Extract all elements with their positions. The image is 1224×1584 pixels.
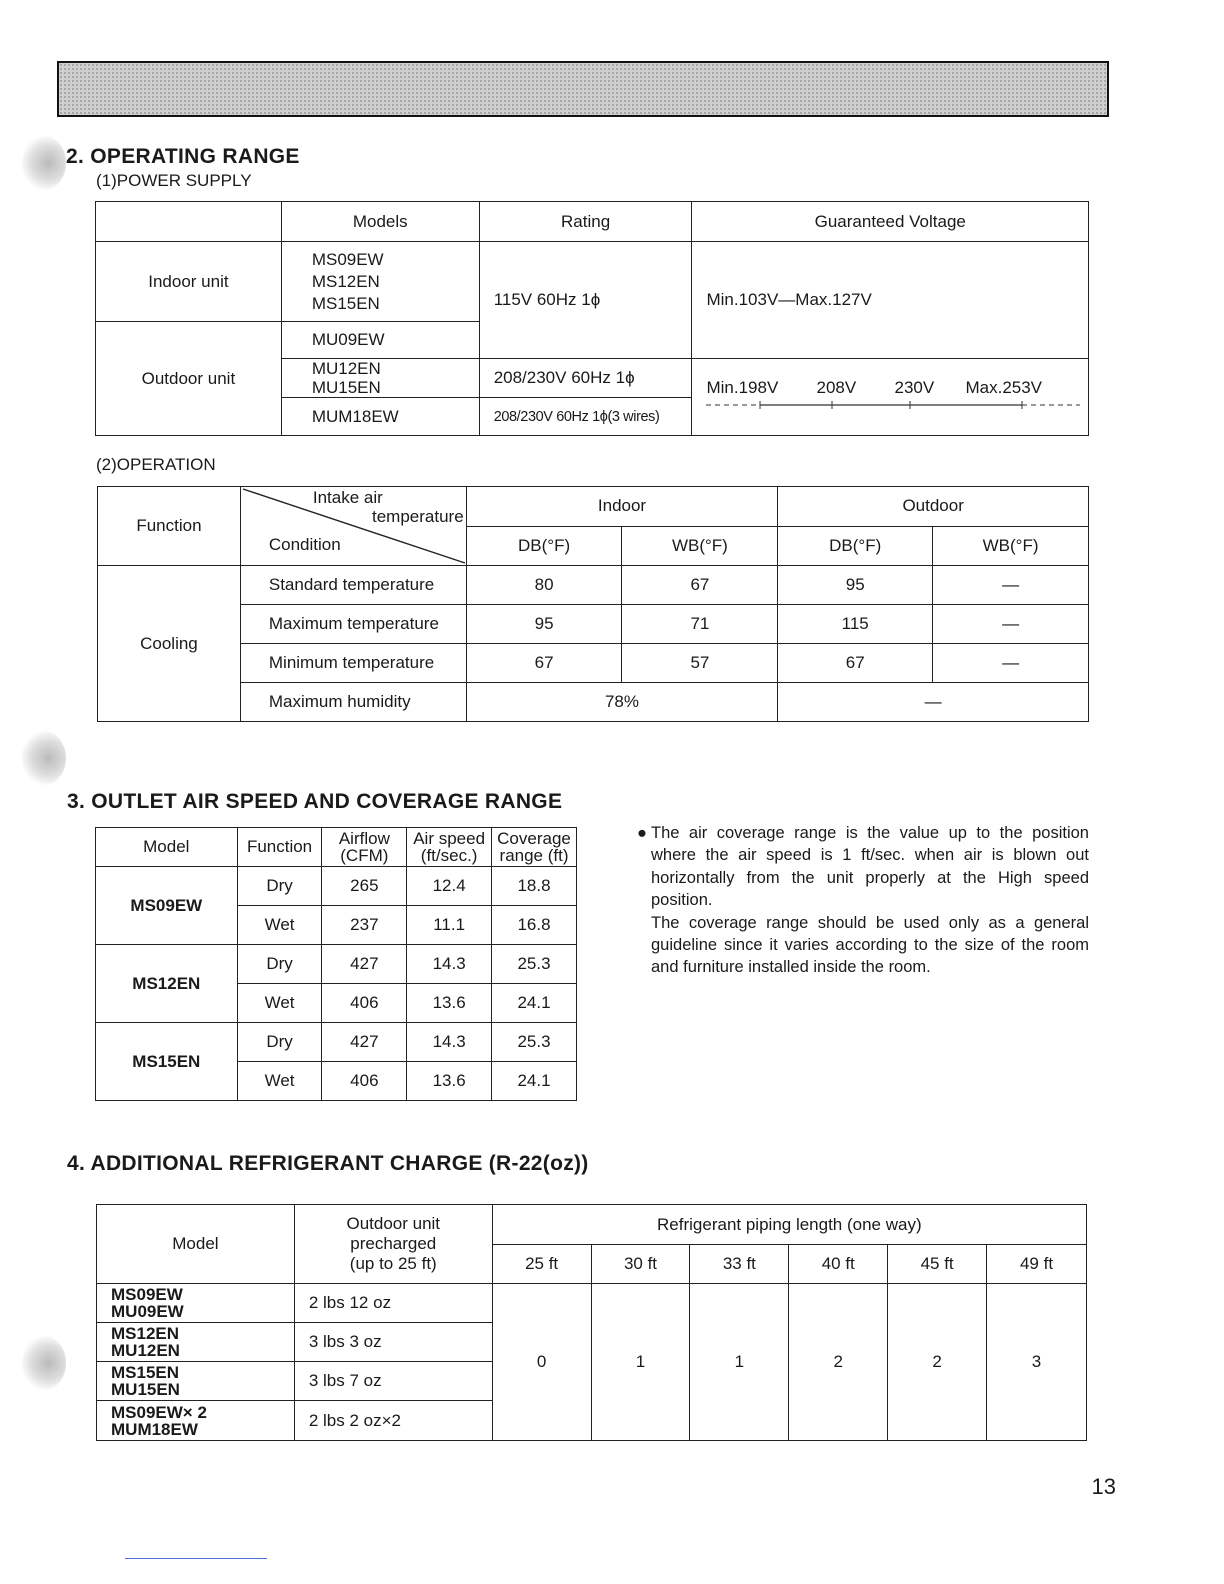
outdoor-voltage-scale: [692, 359, 1089, 436]
value-cell: 57: [622, 644, 778, 683]
value-cell: 12.4: [407, 867, 492, 906]
value-cell: —: [933, 605, 1089, 644]
value-cell: 406: [322, 984, 407, 1023]
note-paragraph: The coverage range should be used only as a general guideline since it varies according to the size of the room and furniture installed inside the room.: [651, 913, 1089, 977]
coverage-note: [637, 822, 1089, 979]
outdoor-rating: 208/230V 60Hz 1ϕ: [479, 359, 692, 398]
value-cell: 14.3: [407, 1023, 492, 1062]
coverage-table: [95, 827, 577, 1101]
table-row: [98, 683, 1089, 722]
table-row: [98, 605, 1089, 644]
indoor-wb-header: WB(°F): [622, 526, 778, 566]
model: MU12EN: [311, 359, 381, 378]
voltage-208: 208V: [816, 378, 857, 397]
value-cell: —: [933, 644, 1089, 683]
header-model: Model: [96, 828, 238, 867]
length-header: 33 ft: [690, 1245, 789, 1284]
value-cell: 13.6: [407, 1062, 492, 1101]
value-cell: 95: [778, 566, 933, 605]
model-pair: [97, 1284, 295, 1323]
header-line: Airflow: [338, 829, 390, 848]
value-cell: 13.6: [407, 984, 492, 1023]
charge-cell: 2: [888, 1284, 987, 1441]
function-cell: Wet: [237, 1062, 322, 1101]
section-heading-outlet-air-speed: [67, 790, 562, 814]
header-air-speed: [407, 828, 492, 867]
refrigerant-table: [96, 1204, 1087, 1441]
model-pair: [97, 1401, 295, 1441]
outdoor-models: [281, 359, 479, 398]
section-number: 3.: [67, 790, 86, 813]
voltage-scale-line: [692, 399, 1086, 411]
bullet-icon: ●: [637, 824, 647, 842]
section-heading-refrigerant: [67, 1152, 589, 1176]
condition-name: Standard temperature: [240, 566, 466, 605]
value-cell: 67: [622, 566, 778, 605]
page-number: 13: [1091, 1474, 1116, 1499]
table-row: [96, 867, 577, 906]
header-voltage: Guaranteed Voltage: [692, 202, 1089, 242]
model: MS09EW× 2: [111, 1402, 207, 1422]
indoor-rating: 115V 60Hz 1ϕ: [479, 242, 692, 359]
section-title: OPERATING RANGE: [90, 145, 300, 168]
value-cell: 18.8: [492, 867, 577, 906]
table-row: [97, 1284, 1087, 1323]
indoor-header: Indoor: [466, 487, 778, 527]
voltage-min: Min.198V: [706, 378, 779, 397]
precharge-cell: 2 lbs 2 oz×2: [294, 1401, 492, 1441]
charge-cell: 1: [591, 1284, 690, 1441]
header-models: Models: [281, 202, 479, 242]
condition-name: Maximum humidity: [240, 683, 466, 722]
header-model: Model: [97, 1205, 295, 1284]
function-cell: Wet: [237, 984, 322, 1023]
charge-cell: 0: [492, 1284, 591, 1441]
header-line: Outdoor unit: [346, 1214, 441, 1233]
header-line: (up to 25 ft): [349, 1254, 437, 1273]
length-header: 25 ft: [492, 1245, 591, 1284]
charge-cell: 3: [987, 1284, 1087, 1441]
model: MS09EW: [111, 1285, 183, 1304]
length-header: 40 ft: [789, 1245, 888, 1284]
value-cell: 25.3: [492, 1023, 577, 1062]
value-cell: —: [778, 683, 1089, 722]
model: MS15EN: [111, 1363, 180, 1382]
outdoor-wb-header: WB(°F): [933, 526, 1089, 566]
value-cell: 24.1: [492, 1062, 577, 1101]
blank-cell: [96, 202, 282, 242]
condition-name: Maximum temperature: [240, 605, 466, 644]
model-name: MS09EW: [96, 867, 238, 945]
value-cell: 237: [322, 906, 407, 945]
power-supply-table: [95, 201, 1089, 436]
function-cell: Dry: [237, 867, 322, 906]
value-cell: 427: [322, 945, 407, 984]
charge-cell: 2: [789, 1284, 888, 1441]
indoor-db-header: DB(°F): [466, 526, 622, 566]
section-title: ADDITIONAL REFRIGERANT CHARGE (R-22(oz)): [90, 1152, 589, 1175]
table-row: [96, 945, 577, 984]
header-line: (ft/sec.): [420, 846, 478, 865]
header-banner: [57, 61, 1109, 117]
header-line: precharged: [350, 1234, 437, 1253]
indoor-models: [281, 242, 479, 322]
footer-rule: [125, 1558, 267, 1559]
header-rating: Rating: [479, 202, 692, 242]
model: MU15EN: [311, 378, 381, 397]
binder-hole: [22, 731, 66, 785]
precharge-cell: 3 lbs 3 oz: [294, 1323, 492, 1362]
value-cell: 25.3: [492, 945, 577, 984]
note-paragraph: The air coverage range is the value up to the position where the air speed is 1 ft/sec. when air is blown out horizontally from the unit properly at the High speed position.: [651, 824, 1089, 910]
header-line: range (ft): [499, 846, 569, 865]
section-number: 2.: [66, 145, 85, 168]
function-cell: Wet: [237, 906, 322, 945]
header-function: Function: [237, 828, 322, 867]
function-cell: Dry: [237, 1023, 322, 1062]
value-cell: 14.3: [407, 945, 492, 984]
indoor-unit-label: Indoor unit: [96, 242, 282, 322]
value-cell: —: [933, 566, 1089, 605]
power-supply-label: (1)POWER SUPPLY: [96, 171, 252, 190]
value-cell: 115: [778, 605, 933, 644]
value-cell: 95: [466, 605, 622, 644]
model: MU15EN: [111, 1380, 180, 1399]
header-coverage: [492, 828, 577, 867]
value-cell: 265: [322, 867, 407, 906]
table-row: [96, 1023, 577, 1062]
condition-name: Minimum temperature: [240, 644, 466, 683]
value-cell: 71: [622, 605, 778, 644]
intake-label: Intake air: [312, 488, 383, 507]
header-piping-length: Refrigerant piping length (one way): [492, 1205, 1086, 1245]
outdoor-header: Outdoor: [778, 487, 1089, 527]
value-cell: 11.1: [407, 906, 492, 945]
model-pair: [97, 1362, 295, 1401]
model: MS09EW: [311, 249, 384, 269]
binder-hole: [22, 136, 66, 190]
binder-hole: [22, 1336, 66, 1390]
value-cell: 24.1: [492, 984, 577, 1023]
header-precharge: [294, 1205, 492, 1284]
model: MS12EN: [111, 1324, 180, 1343]
value-cell: 78%: [466, 683, 778, 722]
outdoor-model: MUM18EW: [281, 398, 479, 436]
model: MS15EN: [311, 293, 380, 313]
outdoor-unit-label: Outdoor unit: [96, 322, 282, 436]
model-pair: [97, 1323, 295, 1362]
value-cell: 427: [322, 1023, 407, 1062]
table-row: [98, 644, 1089, 683]
length-header: 45 ft: [888, 1245, 987, 1284]
table-row: [98, 566, 1089, 605]
condition-label: Condition: [268, 535, 341, 554]
precharge-cell: 2 lbs 12 oz: [294, 1284, 492, 1323]
header-line: Coverage: [497, 829, 571, 848]
section-number: 4.: [67, 1152, 86, 1175]
precharge-cell: 3 lbs 7 oz: [294, 1362, 492, 1401]
outdoor-db-header: DB(°F): [778, 526, 933, 566]
outdoor-model: MU09EW: [281, 322, 479, 359]
function-label: Function: [98, 487, 241, 566]
length-header: 49 ft: [987, 1245, 1087, 1284]
model: MS12EN: [311, 271, 380, 291]
model: MU09EW: [111, 1302, 184, 1321]
model-name: MS12EN: [96, 945, 238, 1023]
outdoor-rating-3wire: 208/230V 60Hz 1ϕ(3 wires): [479, 398, 692, 436]
voltage-230: 230V: [894, 378, 935, 397]
operation-table: [97, 486, 1089, 722]
cooling-label: Cooling: [98, 566, 241, 722]
intake-label: temperature: [372, 507, 464, 526]
section-title: OUTLET AIR SPEED AND COVERAGE RANGE: [91, 790, 563, 813]
length-header: 30 ft: [591, 1245, 690, 1284]
value-cell: 67: [778, 644, 933, 683]
header-line: (CFM): [340, 846, 389, 865]
header-airflow: [322, 828, 407, 867]
charge-cell: 1: [690, 1284, 789, 1441]
model: MUM18EW: [111, 1419, 198, 1439]
voltage-max: Max.253V: [965, 378, 1043, 397]
header-line: Air speed: [413, 829, 486, 848]
condition-header: [240, 487, 466, 566]
section-heading-operating-range: [66, 145, 300, 169]
value-cell: 16.8: [492, 906, 577, 945]
model-name: MS15EN: [96, 1023, 238, 1101]
operation-label: (2)OPERATION: [96, 455, 216, 474]
value-cell: 406: [322, 1062, 407, 1101]
indoor-voltage: Min.103V—Max.127V: [692, 242, 1089, 359]
value-cell: 80: [466, 566, 622, 605]
value-cell: 67: [466, 644, 622, 683]
model: MU12EN: [111, 1341, 180, 1360]
function-cell: Dry: [237, 945, 322, 984]
